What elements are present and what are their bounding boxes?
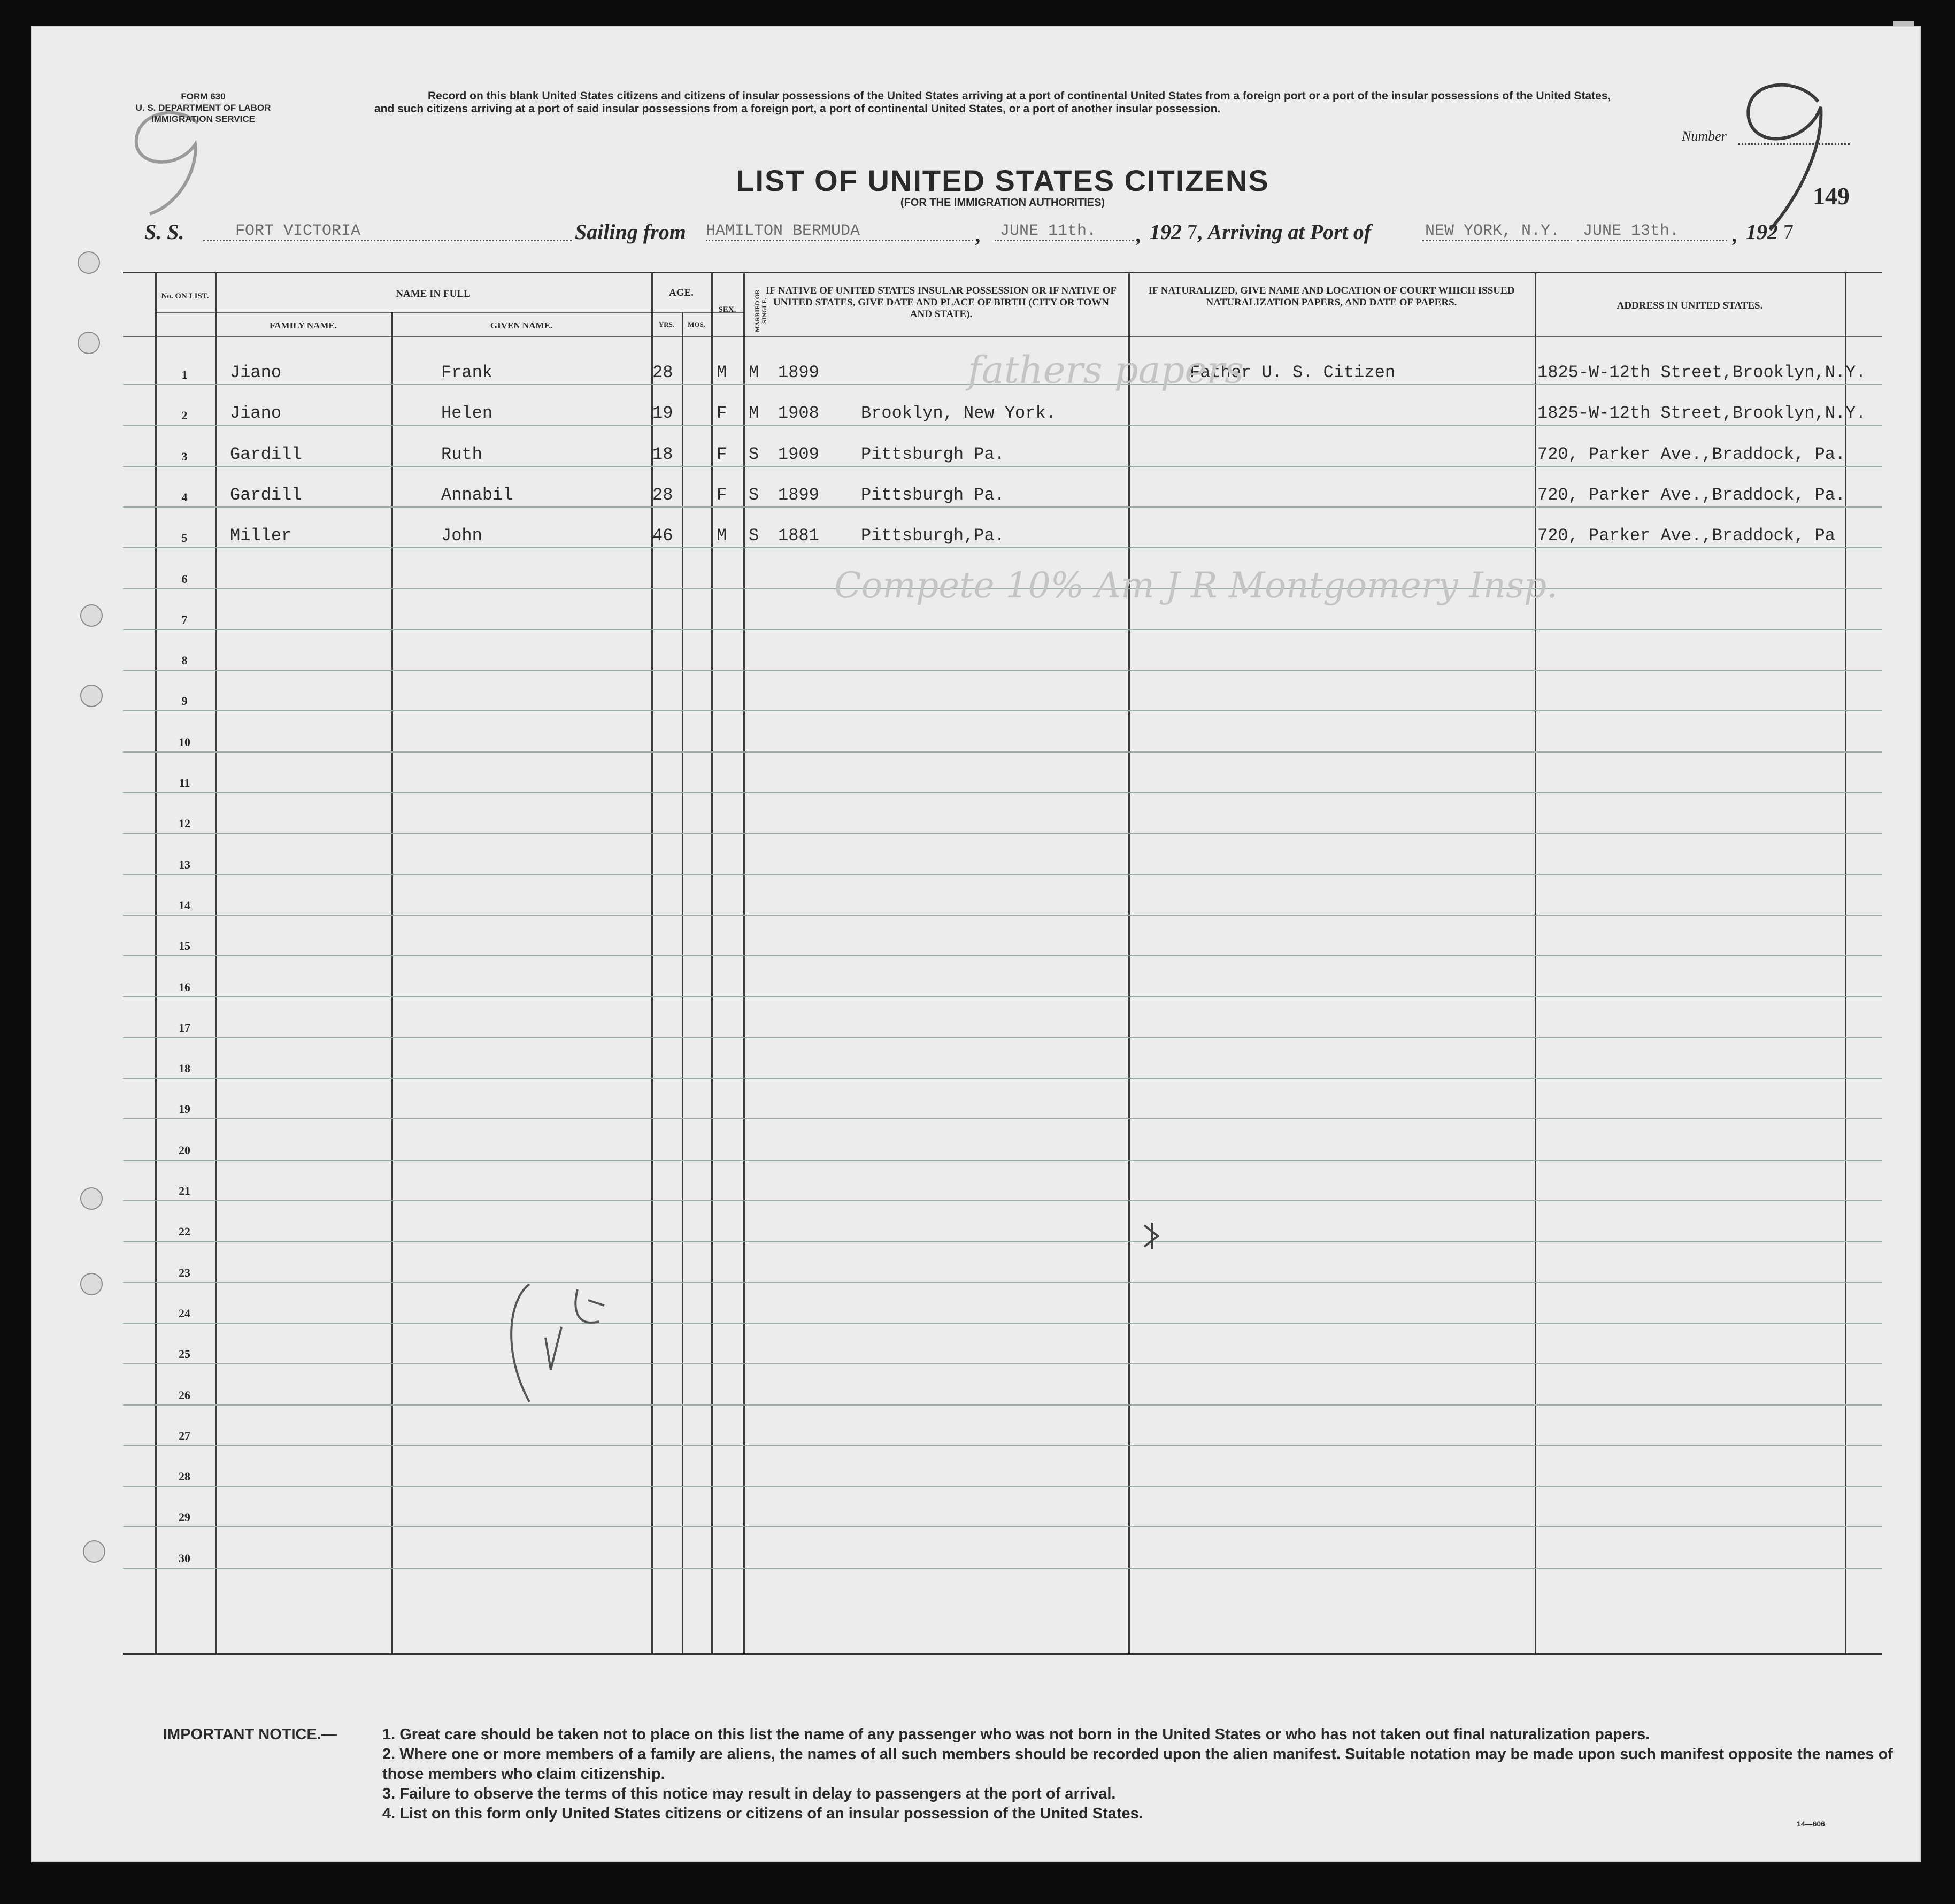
header-divider [123,336,1882,337]
row-number: 5 [181,531,188,544]
header-naturalized: IF NATURALIZED, GIVE NAME AND LOCATION OF COURT WHICH ISSUED NATURALIZATION PAPERS, AND DATE OF PAPERS. [1148,285,1515,308]
row-number: 24 [179,1307,190,1320]
column-divider [391,312,393,1653]
row-number: 6 [181,572,188,586]
form-code: 14—606 [1797,1819,1825,1828]
column-divider [1535,273,1536,1653]
header-name-in-full: NAME IN FULL [396,288,471,300]
given-name-cell: John [441,526,482,546]
header-sex: SEX. [718,305,736,314]
header-birth: IF NATIVE OF UNITED STATES INSULAR POSSESSION OR IF NATIVE OF UNITED STATES, GIVE DATE AND PLACE OF BIRTH (CITY OR TOWN AND STATE). [765,285,1117,320]
header-no-on-list: No. ON LIST. [161,292,209,301]
header-family-name: FAMILY NAME. [270,320,337,331]
row-line [123,1118,1882,1119]
header-yrs: YRS. [658,320,675,328]
address-cell: 1825-W-12th Street,Brooklyn,N.Y. [1537,363,1866,382]
row-number: 10 [179,735,190,749]
age-years-cell: 28 [652,485,673,505]
ink-mark [1139,1220,1166,1252]
row-number: 4 [181,490,188,504]
row-number: 13 [179,858,190,871]
row-line [123,1363,1882,1364]
punch-hole [83,1540,105,1563]
row-line [123,629,1882,630]
row-line [123,833,1882,834]
row-line [123,466,1882,467]
punch-hole [80,1187,103,1210]
row-number: 20 [179,1143,190,1157]
column-divider [1128,273,1130,1653]
sailing-date: JUNE 11th. [1000,222,1097,240]
marital-status-cell: M [749,403,759,423]
form-instructions: Record on this blank United States citizens and citizens of insular possessions of the United States arriving at a port of continental United States from a foreign port or a port of the insular possessions of the United States, and such citizens arriving at a port of said insular possessions from a foreign port, a port of continental United States, or a port of another insular possession. [374,90,1611,115]
list-subtitle: (FOR THE IMMIGRATION AUTHORITIES) [900,197,1105,209]
arrival-year-suffix: 7 [1783,221,1794,243]
header-given-name: GIVEN NAME. [490,320,553,331]
row-line [123,710,1882,711]
given-name-cell: Frank [441,363,493,382]
row-number: 1 [181,368,188,381]
row-line [123,1445,1882,1446]
row-number: 27 [179,1429,190,1442]
department-name: U. S. DEPARTMENT OF LABOR [135,103,271,113]
subheader-divider [155,312,743,313]
ship-name: FORT VICTORIA [235,222,361,240]
address-cell: 720, Parker Ave.,Braddock, Pa. [1537,444,1846,464]
document-page [32,27,1920,1861]
column-divider [711,273,713,1653]
row-line [123,547,1882,548]
arrival-date: JUNE 13th. [1583,222,1680,240]
row-number: 8 [181,654,188,667]
row-number: 14 [179,899,190,912]
age-years-cell: 46 [652,526,673,546]
ship-label: S. S. [144,220,184,244]
sex-cell: M [717,526,727,546]
notice-label: IMPORTANT NOTICE.— [163,1726,337,1743]
citizens-table [123,272,1882,1653]
row-number: 22 [179,1225,190,1238]
row-number: 19 [179,1102,190,1116]
row-number: 18 [179,1062,190,1075]
row-line [123,1568,1882,1569]
row-line [123,506,1882,508]
address-cell: 1825-W-12th Street,Brooklyn,N.Y. [1537,403,1866,423]
birth-year-cell: 1909 [778,444,819,464]
notice-item-2: 2. Where one or more members of a family are aliens, the names of all such members should be recorded upon the alien manifest. Suitable notation may be made upon such manifest opposite the names of those members who claim citizenship. [382,1746,1893,1783]
birth-year-cell: 1899 [778,363,819,382]
row-number: 30 [179,1552,190,1565]
punch-hole [80,685,103,707]
row-line [123,1160,1882,1161]
column-divider [215,273,217,1653]
row-number: 23 [179,1266,190,1279]
sex-cell: F [717,403,727,423]
marital-status-cell: S [749,526,759,546]
address-cell: 720, Parker Ave.,Braddock, Pa [1537,526,1835,546]
list-title: LIST OF UNITED STATES CITIZENS [736,164,1269,197]
birth-place-cell: Pittsburgh Pa. [861,485,1005,505]
row-number: 12 [179,817,190,830]
family-name-cell: Jiano [230,403,282,423]
punch-hole [80,1273,103,1295]
service-name: IMMIGRATION SERVICE [151,114,255,124]
row-line [123,1037,1882,1038]
row-line [123,1282,1882,1283]
row-line [123,1526,1882,1527]
arrival-year-prefix: 192 [1746,220,1778,244]
header-age: AGE. [669,287,694,298]
row-number: 16 [179,980,190,994]
handwritten-annotation: fathers papers [968,348,1244,392]
row-line [123,1241,1882,1242]
row-number: 2 [181,409,188,422]
header-address: ADDRESS IN UNITED STATES. [1617,300,1763,311]
punch-hole [78,332,100,354]
column-divider [155,273,157,1653]
notice-item-4: 4. List on this form only United States citizens or citizens of an insular possession of the United States. [382,1805,1143,1822]
column-divider [743,273,745,1653]
punch-hole [78,251,100,274]
row-number: 3 [181,450,188,463]
form-number: FORM 630 [181,91,226,102]
row-number: 17 [179,1021,190,1034]
birth-place-cell: Brooklyn, New York. [861,403,1056,423]
handwritten-inspector-note: Compete 10% Am J R Montgomery Insp. [834,565,1558,606]
row-line [123,792,1882,793]
row-number: 28 [179,1470,190,1483]
row-number: 9 [181,694,188,708]
row-line [123,874,1882,875]
row-number: 29 [179,1510,190,1524]
row-line [123,955,1882,956]
sailing-year-suffix: 7 [1187,221,1197,243]
family-name-cell: Gardill [230,485,302,505]
birth-year-cell: 1881 [778,526,819,546]
given-name-cell: Annabil [441,485,513,505]
notice-item-1: 1. Great care should be taken not to place on this list the name of any passenger who was not born in the United States or who has not taken out final naturalization papers. [382,1726,1650,1743]
table-bottom [123,1653,1882,1655]
row-line [123,1323,1882,1324]
column-divider [651,273,653,1653]
age-years-cell: 18 [652,444,673,464]
address-cell: 720, Parker Ave.,Braddock, Pa. [1537,485,1846,505]
sailing-from-label: Sailing from [575,220,686,244]
comma: , [1136,222,1142,247]
family-name-cell: Gardill [230,444,302,464]
sex-cell: F [717,444,727,464]
row-line [123,1404,1882,1406]
row-line [123,915,1882,916]
row-line [123,1078,1882,1079]
row-line [123,1200,1882,1201]
sex-cell: F [717,485,727,505]
row-line [123,670,1882,671]
page-number: 149 [1813,182,1850,210]
header-married-or-single: MARRIED OR SINGLE. [753,289,768,332]
age-years-cell: 19 [652,403,673,423]
number-line [1738,143,1850,145]
arrival-port: NEW YORK, N.Y. [1425,222,1560,240]
row-number: 25 [179,1347,190,1361]
naturalization-cell: Father U. S. Citizen [1190,363,1396,382]
marital-status-cell: S [749,485,759,505]
birth-place-cell: Pittsburgh,Pa. [861,526,1005,546]
row-number: 26 [179,1388,190,1402]
row-number: 11 [179,776,190,789]
row-number: 21 [179,1184,190,1197]
row-line [123,751,1882,753]
column-divider [682,312,683,1653]
column-divider [1845,273,1846,1653]
sex-cell: M [717,363,727,382]
given-name-cell: Ruth [441,444,482,464]
punch-hole [80,604,103,627]
given-name-cell: Helen [441,403,493,423]
family-name-cell: Miller [230,526,292,546]
notice-item-3: 3. Failure to observe the terms of this notice may result in delay to passengers at the port of arrival. [382,1785,1116,1802]
handwritten-mark [497,1268,636,1429]
comma: , [976,222,981,247]
marital-status-cell: M [749,363,759,382]
sailing-year-prefix: 192 [1150,220,1182,244]
comma: , [1733,222,1738,247]
arriving-label: , Arriving at Port of [1198,220,1372,244]
row-line [123,1486,1882,1487]
birth-year-cell: 1908 [778,403,819,423]
row-line [123,996,1882,997]
birth-year-cell: 1899 [778,485,819,505]
sailing-from-port: HAMILTON BERMUDA [706,222,860,240]
number-label: Number [1682,128,1727,144]
row-number: 7 [181,613,188,626]
handwritten-number-right [1722,75,1834,235]
form-identifier [112,91,294,125]
marital-status-cell: S [749,444,759,464]
row-number: 15 [179,939,190,953]
header-mos: MOS. [688,320,705,328]
family-name-cell: Jiano [230,363,282,382]
row-line [123,425,1882,426]
birth-place-cell: Pittsburgh Pa. [861,444,1005,464]
age-years-cell: 28 [652,363,673,382]
